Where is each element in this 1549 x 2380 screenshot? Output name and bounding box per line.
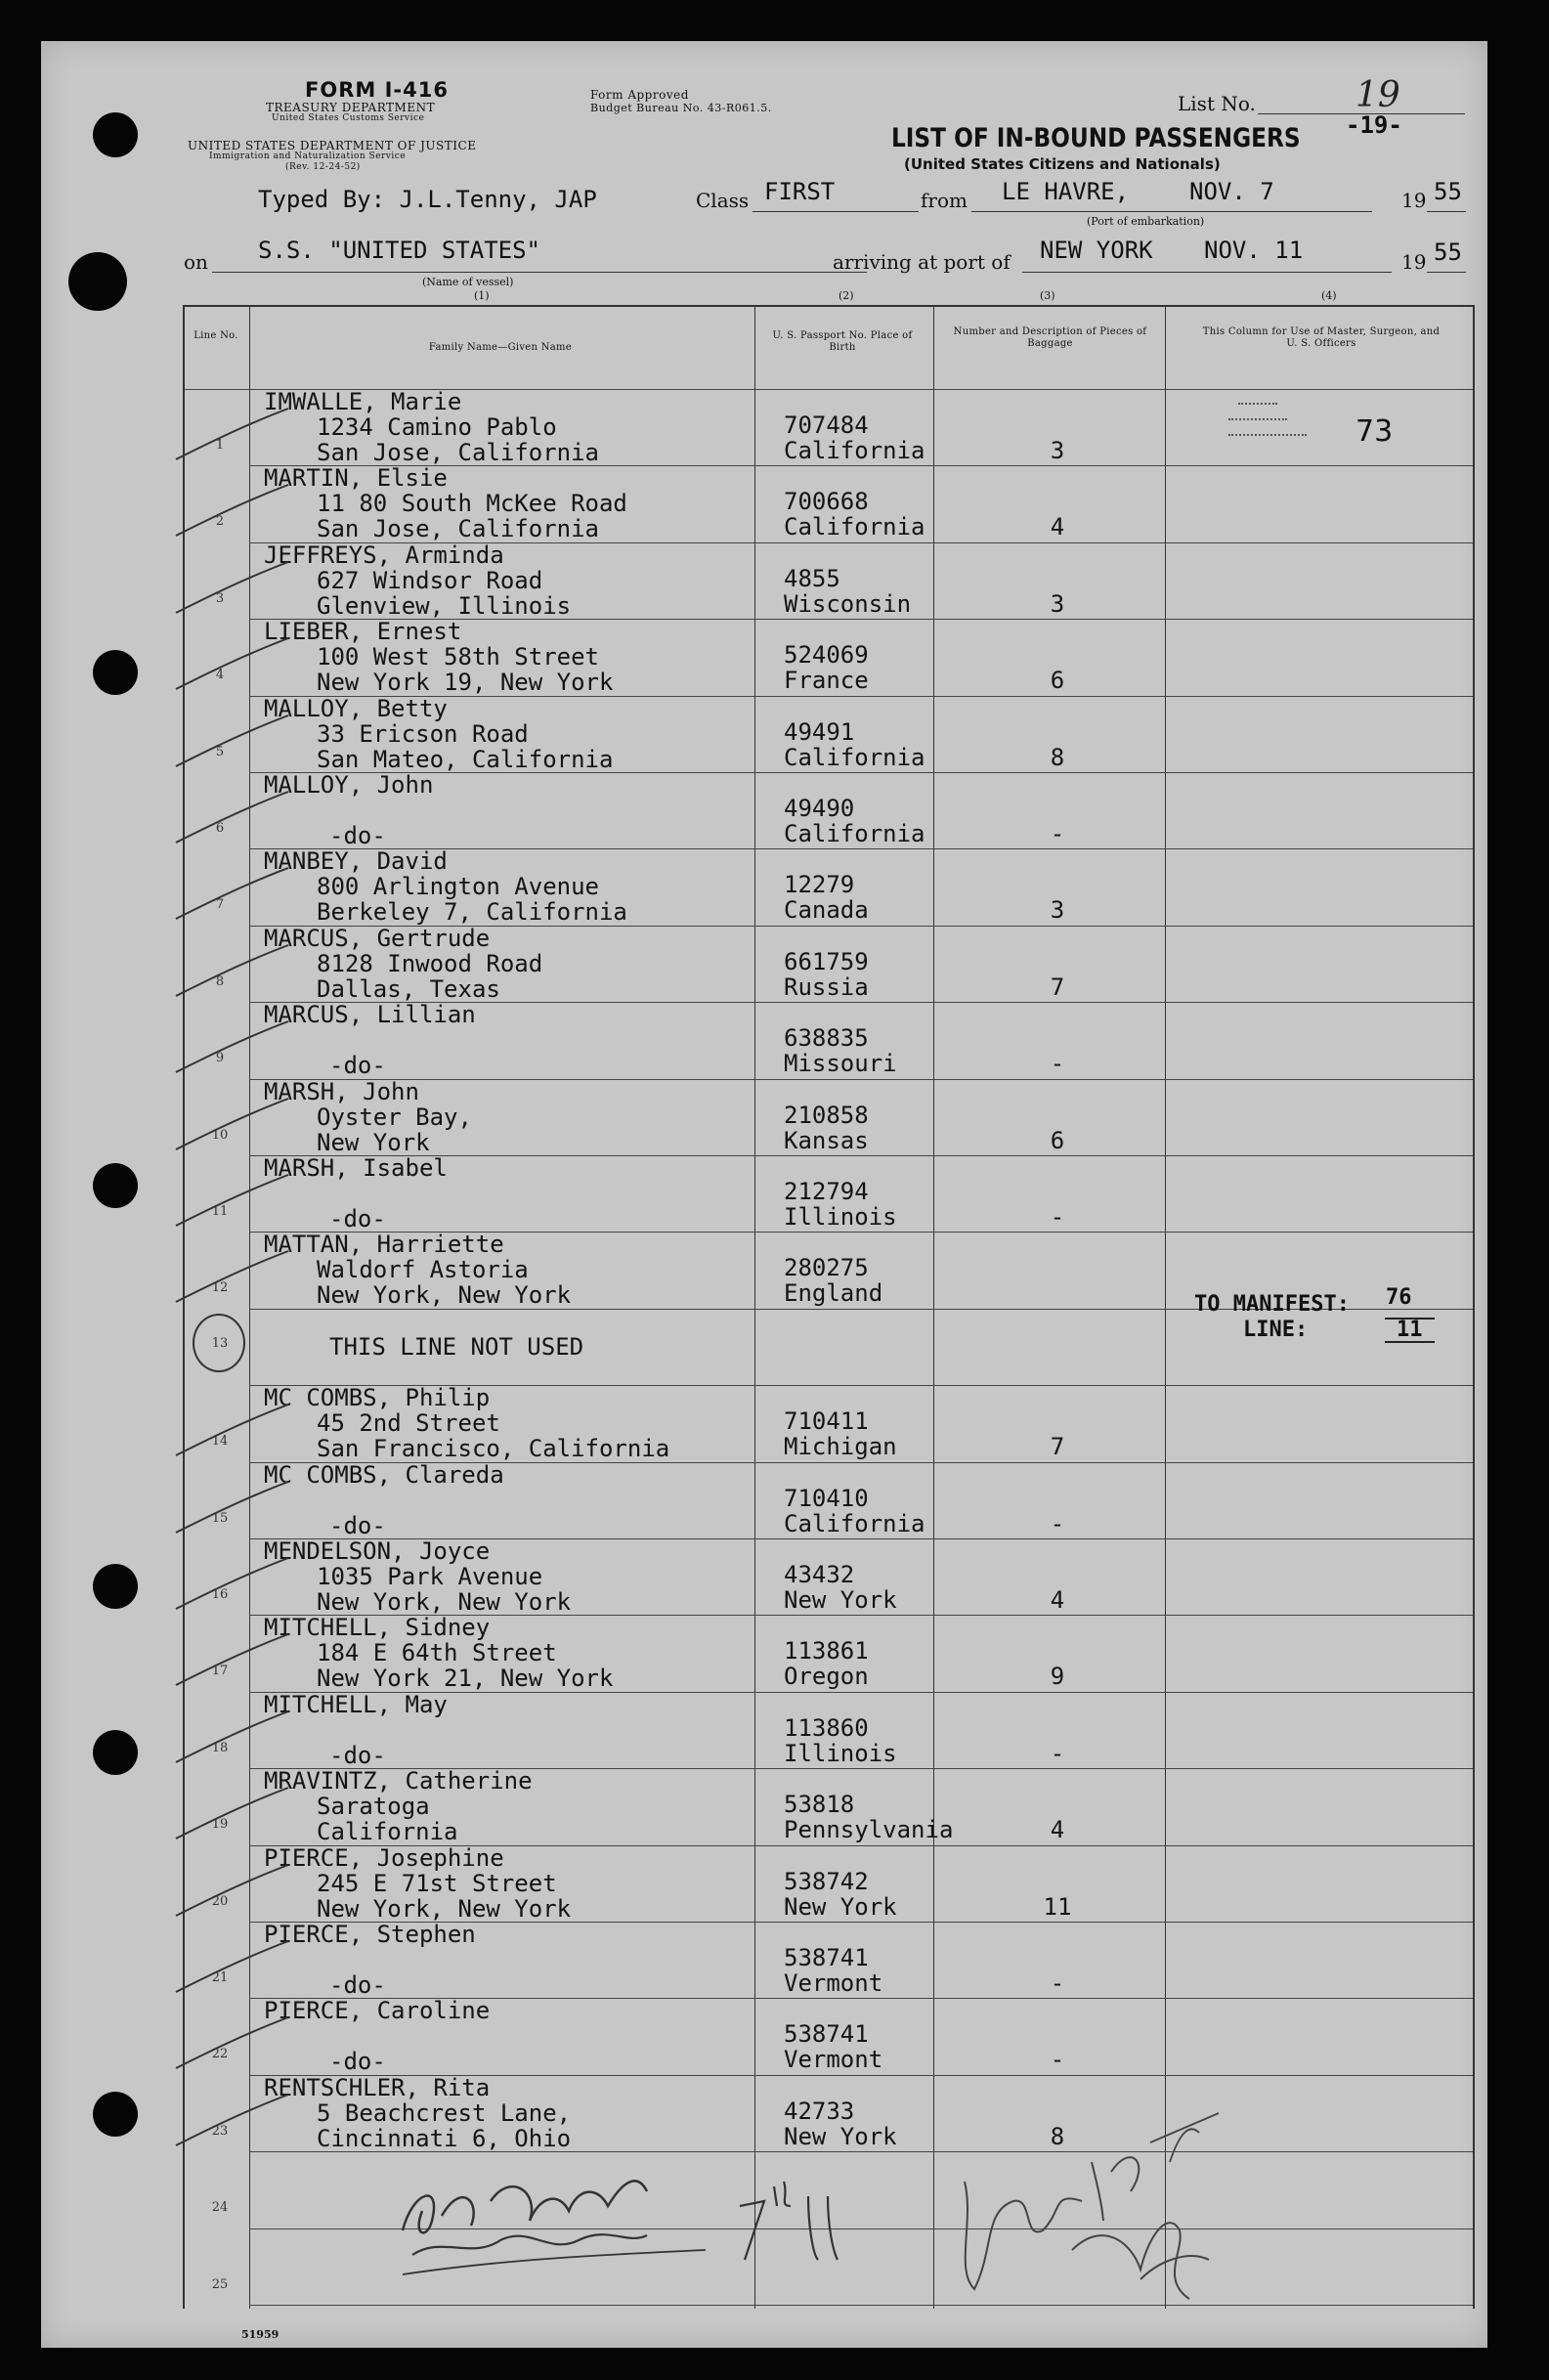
baggage-count: 11 (1043, 1892, 1072, 1921)
year-prefix-1: 19 (1401, 189, 1427, 212)
col-head-line-no: Line No. (194, 330, 238, 341)
typed-by: Typed By: J.L.Tenny, JAP (258, 186, 597, 213)
passport-number: 113860 (784, 1713, 869, 1742)
passenger-name: RENTSCHLER, Rita (264, 2073, 491, 2101)
place-of-birth: Pennsylvania (784, 1816, 954, 1844)
line-number: 21 (211, 1970, 229, 1985)
baggage-count: 6 (1050, 1126, 1065, 1154)
manifest-label: TO MANIFEST: (1194, 1292, 1350, 1317)
from-label: from (921, 189, 968, 212)
ditto-mark: -do- (329, 1052, 386, 1080)
binder-hole (93, 650, 138, 695)
passenger-name: MITCHELL, Sidney (264, 1614, 491, 1642)
check-mark (166, 1780, 293, 1848)
passport-number: 43432 (784, 1561, 855, 1588)
line-number: 3 (215, 590, 225, 606)
address-street: 1234 Camino Pablo (317, 413, 557, 441)
passport-number: 42733 (784, 2097, 855, 2125)
place-of-birth: France (784, 667, 869, 695)
list-subtitle: (United States Citizens and Nationals) (904, 155, 1221, 173)
line-number: 12 (211, 1280, 229, 1296)
place-of-birth: California (784, 437, 925, 464)
address-street: 8128 Inwood Road (317, 949, 543, 977)
baggage-count: 4 (1050, 1586, 1065, 1614)
line-number: 23 (211, 2123, 229, 2139)
passenger-name: MENDELSON, Joyce (264, 1537, 491, 1565)
binder-hole (68, 252, 127, 311)
address-city: New York 21, New York (317, 1665, 614, 1693)
passport-number: 4855 (784, 564, 840, 592)
place-of-birth: Michigan (784, 1433, 897, 1461)
ditto-mark: -do- (329, 1205, 386, 1233)
baggage-count: 8 (1050, 2122, 1065, 2150)
year-2: 55 (1434, 238, 1462, 266)
address-city: San Jose, California (317, 515, 599, 543)
passenger-name: MC COMBS, Philip (264, 1384, 491, 1412)
passenger-name: LIEBER, Ernest (264, 618, 462, 646)
line-number: 20 (211, 1893, 229, 1909)
place-of-birth: Vermont (784, 2046, 883, 2074)
address-city: New York, New York (317, 1281, 572, 1310)
baggage-count: 4 (1050, 513, 1065, 541)
address-street: 100 West 58th Street (317, 643, 599, 671)
ditto-mark: -do- (329, 1971, 386, 1999)
from-date: NOV. 7 (1189, 178, 1274, 205)
class-label: Class (696, 189, 750, 212)
ditto-mark: -do- (329, 1741, 386, 1769)
form-approved: Form Approved (590, 88, 689, 102)
revision-date: (Rev. 12-24-52) (285, 162, 361, 172)
passenger-name: MARCUS, Lillian (264, 1001, 476, 1029)
passport-number: 210858 (784, 1101, 869, 1129)
check-mark (166, 1704, 293, 1772)
officer-marks (1228, 403, 1307, 436)
line-number: 7 (215, 897, 225, 913)
address-street: 11 80 South McKee Road (317, 490, 627, 518)
passport-number: 53818 (784, 1791, 855, 1819)
check-mark (166, 2087, 293, 2155)
address-city: San Mateo, California (317, 745, 614, 773)
year-1: 55 (1434, 178, 1462, 205)
from-port: LE HAVRE, (1002, 178, 1130, 205)
baggage-count: 7 (1050, 973, 1065, 1001)
check-mark (166, 630, 293, 699)
place-of-birth: New York (784, 2122, 897, 2150)
passport-number: 538741 (784, 1944, 869, 1971)
passport-number: 707484 (784, 411, 869, 439)
place-of-birth: New York (784, 1586, 897, 1614)
line-value: 11 (1385, 1318, 1435, 1343)
place-of-birth: California (784, 820, 925, 847)
customs-service: United States Customs Service (272, 113, 425, 123)
passport-number: 212794 (784, 1178, 869, 1205)
check-mark (166, 1857, 293, 1926)
col-head-officers: This Column for Use of Master, Surgeon, and U. S. Officers (1202, 326, 1441, 349)
treasury-dept: TREASURY DEPARTMENT (266, 101, 436, 114)
place-of-birth: Kansas (784, 1126, 869, 1154)
check-mark (166, 784, 293, 852)
place-of-birth: Russia (784, 973, 869, 1001)
year-prefix-2: 19 (1401, 250, 1427, 274)
passport-number: 49490 (784, 795, 855, 822)
baggage-count: - (1050, 1509, 1065, 1537)
binder-hole (93, 1730, 138, 1775)
line-number: 9 (215, 1051, 225, 1066)
place-of-birth: England (784, 1279, 883, 1308)
address-street: 627 Windsor Road (317, 566, 543, 594)
passport-number: 638835 (784, 1024, 869, 1053)
binder-hole (93, 1564, 138, 1609)
address-city: New York 19, New York (317, 669, 614, 697)
passenger-name: MANBEY, David (264, 847, 448, 876)
line-number: 24 (211, 2200, 229, 2216)
passenger-name: MRAVINTZ, Catherine (264, 1767, 533, 1796)
port-embark-caption: (Port of embarkation) (1087, 215, 1205, 228)
address-city: New York, New York (317, 1588, 572, 1616)
address-city: San Jose, California (317, 439, 599, 466)
officer-count-row1: 73 (1355, 414, 1394, 449)
arrival-port: NEW YORK (1040, 237, 1153, 264)
line-label: LINE: (1243, 1318, 1309, 1342)
baggage-count: 6 (1050, 667, 1065, 695)
address-street: Oyster Bay, (317, 1103, 472, 1131)
passenger-name: PIERCE, Stephen (264, 1921, 476, 1948)
list-no-typed: -19- (1346, 111, 1402, 139)
col-number-2: (2) (839, 289, 854, 302)
passenger-name: MATTAN, Harriette (264, 1231, 504, 1259)
col-head-baggage: Number and Description of Pieces of Baggage (953, 326, 1147, 349)
passenger-name: PIERCE, Caroline (264, 1997, 491, 2025)
passenger-name: MARCUS, Gertrude (264, 924, 491, 952)
passport-number: 661759 (784, 947, 869, 975)
list-no-label: List No. (1178, 92, 1256, 115)
form-number: FORM I-416 (305, 78, 449, 102)
line-number: 16 (211, 1587, 229, 1602)
baggage-count: 4 (1050, 1816, 1065, 1844)
passenger-name: IMWALLE, Marie (264, 388, 462, 415)
ditto-mark: -do- (329, 2048, 386, 2076)
list-title: LIST OF IN-BOUND PASSENGERS (891, 123, 1301, 153)
inspector-initials (730, 2167, 867, 2274)
address-city: San Francisco, California (317, 1435, 670, 1463)
address-street: 184 E 64th Street (317, 1639, 557, 1667)
passenger-name: MARSH, John (264, 1077, 419, 1105)
passport-number: 280275 (784, 1254, 869, 1282)
line-13-circle (193, 1314, 245, 1372)
passenger-name: MC COMBS, Clareda (264, 1460, 504, 1489)
passport-number: 12279 (784, 871, 855, 899)
address-street: Waldorf Astoria (317, 1256, 529, 1284)
margin-scrawl (935, 2103, 1228, 2318)
passport-number: 538741 (784, 2020, 869, 2049)
address-city: Glenview, Illinois (317, 591, 572, 620)
place-of-birth: Illinois (784, 1739, 897, 1767)
place-of-birth: Vermont (784, 1969, 883, 1997)
check-mark (166, 401, 293, 469)
passport-number: 700668 (784, 488, 869, 516)
col-number-1: (1) (474, 289, 490, 302)
line-number: 22 (211, 2047, 229, 2062)
justice-dept: UNITED STATES DEPARTMENT OF JUSTICE (188, 139, 477, 152)
ditto-mark: -do- (329, 822, 386, 849)
manifest-sheet (41, 41, 1487, 2348)
budget-bureau: Budget Bureau No. 43-R061.5. (590, 102, 772, 114)
baggage-count: 3 (1050, 589, 1065, 618)
baggage-count: 3 (1050, 896, 1065, 925)
address-street: 800 Arlington Avenue (317, 873, 599, 901)
row-rule (249, 1079, 1473, 1080)
address-street: 33 Ericson Road (317, 719, 529, 748)
passenger-name: MARTIN, Elsie (264, 464, 448, 493)
baggage-count: 8 (1050, 743, 1065, 771)
check-mark (166, 1933, 293, 2002)
check-mark (166, 1626, 293, 1695)
line-number: 25 (211, 2276, 229, 2292)
passenger-name: MARSH, Isabel (264, 1154, 448, 1182)
binder-hole (93, 1163, 138, 1208)
line-number: 15 (211, 1510, 229, 1526)
baggage-count: - (1050, 1969, 1065, 1997)
address-street: Saratoga (317, 1793, 430, 1821)
baggage-count: - (1050, 820, 1065, 847)
baggage-count: 3 (1050, 437, 1065, 464)
address-street: 5 Beachcrest Lane, (317, 2099, 572, 2127)
line-number: 1 (215, 438, 225, 453)
class-value: FIRST (764, 178, 836, 205)
address-city: California (317, 1818, 458, 1846)
place-of-birth: Illinois (784, 1203, 897, 1231)
address-street: 1035 Park Avenue (317, 1563, 543, 1590)
passenger-name: MALLOY, John (264, 771, 434, 799)
address-city: New York (317, 1128, 430, 1156)
line-number: 4 (215, 668, 225, 683)
line-number: 19 (211, 1817, 229, 1833)
check-mark (166, 554, 293, 623)
address-city: Berkeley 7, California (317, 898, 627, 927)
arrival-date: NOV. 11 (1204, 237, 1304, 264)
manifest-value: 76 (1386, 1285, 1412, 1310)
line-number: 17 (211, 1664, 229, 1679)
passport-number: 710410 (784, 1484, 869, 1512)
arriving-label: arriving at port of (833, 250, 1011, 274)
footer-form-number: 51959 (241, 2328, 280, 2341)
vessel-name: S.S. "UNITED STATES" (258, 237, 540, 264)
check-mark (166, 1091, 293, 1159)
check-mark (166, 1474, 293, 1542)
col-head-name: Family Name—Given Name (428, 342, 573, 353)
place-of-birth: Oregon (784, 1663, 869, 1691)
line-number: 6 (215, 821, 225, 836)
baggage-count: - (1050, 1050, 1065, 1078)
check-mark (166, 937, 293, 1006)
line-number: 8 (215, 974, 225, 989)
passenger-name: PIERCE, Josephine (264, 1843, 504, 1872)
passenger-name: JEFFREYS, Arminda (264, 541, 504, 569)
vessel-caption: (Name of vessel) (422, 276, 514, 288)
address-city: Dallas, Texas (317, 974, 500, 1003)
line-number: 14 (211, 1434, 229, 1450)
binder-hole (93, 2092, 138, 2137)
address-city: New York, New York (317, 1894, 572, 1923)
passport-number: 524069 (784, 641, 869, 670)
binder-hole (93, 112, 138, 157)
baggage-count: 7 (1050, 1433, 1065, 1461)
check-mark (166, 860, 293, 929)
line-number: 13 (211, 1335, 229, 1351)
check-mark (166, 477, 293, 545)
baggage-count: - (1050, 2046, 1065, 2074)
baggage-count: 9 (1050, 1663, 1065, 1691)
place-of-birth: California (784, 1509, 925, 1537)
col-number-4: (4) (1321, 289, 1337, 302)
baggage-count: - (1050, 1739, 1065, 1767)
line-number: 18 (211, 1740, 229, 1755)
passport-number: 49491 (784, 717, 855, 746)
line-number: 10 (211, 1127, 229, 1143)
col-number-3: (3) (1040, 289, 1055, 302)
check-mark (166, 1550, 293, 1619)
immigration-service: Immigration and Naturalization Service (209, 151, 407, 161)
check-mark (166, 1397, 293, 1465)
baggage-count: - (1050, 1203, 1065, 1231)
address-street: 45 2nd Street (317, 1409, 500, 1438)
passport-number: 538742 (784, 1867, 869, 1895)
line-number: 5 (215, 744, 225, 759)
line-number: 11 (211, 1204, 229, 1219)
passenger-name: MITCHELL, May (264, 1690, 448, 1718)
passenger-name: MALLOY, Betty (264, 694, 448, 722)
place-of-birth: Wisconsin (784, 589, 912, 618)
ditto-mark: -do- (329, 1511, 386, 1539)
place-of-birth: Canada (784, 896, 869, 925)
check-mark (166, 1167, 293, 1235)
line-number: 2 (215, 514, 225, 530)
col-head-passport: U. S. Passport No. Place of Birth (772, 330, 913, 353)
check-mark (166, 1014, 293, 1082)
row-rule (249, 2305, 1473, 2306)
passport-number: 113861 (784, 1637, 869, 1666)
list-no-handwritten: 19 (1355, 75, 1400, 115)
address-street: 245 E 71st Street (317, 1869, 557, 1897)
place-of-birth: Missouri (784, 1050, 897, 1078)
passport-number: 710411 (784, 1407, 869, 1436)
address-city: Cincinnati 6, Ohio (317, 2124, 572, 2152)
unused-line-note: THIS LINE NOT USED (329, 1332, 584, 1361)
inspector-signature (383, 2142, 745, 2289)
check-mark (166, 2010, 293, 2078)
on-label: on (184, 250, 208, 274)
check-mark (166, 1243, 293, 1312)
place-of-birth: New York (784, 1892, 897, 1921)
check-mark (166, 708, 293, 776)
place-of-birth: California (784, 743, 925, 771)
place-of-birth: California (784, 513, 925, 541)
